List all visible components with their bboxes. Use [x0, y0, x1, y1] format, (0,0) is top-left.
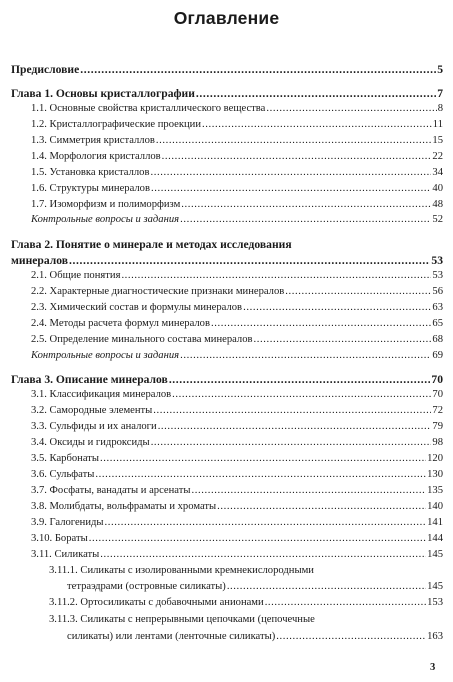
toc-leader-dots [151, 437, 432, 448]
toc-entry-label: 3.3. Сульфиды и их аналоги [31, 421, 157, 432]
toc-entry-label: 3.11.2. Ортосиликаты с добавочными анионами [49, 597, 264, 608]
toc-entry-label: Глава 1. Основы кристаллографии [11, 87, 195, 100]
toc-entry-label: силикаты) или лентами (ленточные силикаты) [67, 631, 276, 642]
toc-entry-3-2[interactable] [0, 405, 453, 421]
toc-entry-label: 2.5. Определение минального состава минералов [31, 334, 253, 345]
toc-leader-dots [211, 318, 431, 329]
toc-leader-dots [158, 421, 432, 432]
toc-entry-label: 3.10. Бораты [31, 533, 88, 544]
toc-entry-3-6[interactable] [0, 469, 453, 485]
toc-page-number: 135 [427, 485, 443, 496]
toc-leader-dots [202, 119, 432, 130]
toc-page-number: 34 [432, 167, 443, 178]
page-title: Оглавление [173, 8, 280, 28]
toc-entry-label: 1.3. Симметрия кристаллов [31, 135, 155, 146]
toc-page-number: 40 [432, 183, 443, 194]
toc-page-number: 98 [432, 437, 443, 448]
toc-leader-dots [80, 63, 436, 76]
toc-page-number: 52 [432, 214, 443, 225]
toc-page-number: 8 [437, 103, 443, 114]
toc-page-number: 120 [427, 453, 443, 464]
toc-entry-questions-2[interactable] [0, 350, 453, 366]
toc-leader-dots [151, 183, 431, 194]
toc-entry-3-5[interactable] [0, 453, 453, 469]
toc-leader-dots [95, 469, 426, 480]
toc-entry-3-11[interactable] [0, 549, 453, 565]
toc-leader-dots [100, 549, 426, 560]
toc-page-number: 63 [432, 302, 443, 313]
toc-entry-3-11-1-line1[interactable]: 3.11.1. Силикаты с изолированными кремнекислородными [49, 565, 314, 576]
toc-leader-dots [169, 373, 431, 386]
toc-entry-label: 3.7. Фосфаты, ванадаты и арсенаты [31, 485, 191, 496]
toc-entry-label: 3.8. Молибдаты, вольфраматы и хроматы [31, 501, 217, 512]
toc-entry-1-3[interactable] [0, 135, 453, 151]
toc-entry-label: 3.11. Силикаты [31, 549, 100, 560]
toc-page-number: 145 [427, 549, 443, 560]
toc-entry-3-1[interactable] [0, 389, 453, 405]
toc-entry-3-11-3-line1[interactable]: 3.11.3. Силикаты с непрерывными цепочками (цепочечные [49, 614, 315, 625]
toc-leader-dots [285, 286, 431, 297]
toc-entry-3-4[interactable] [0, 437, 453, 453]
toc-leader-dots [181, 199, 431, 210]
toc-leader-dots [153, 405, 431, 416]
toc-page-number: 141 [427, 517, 443, 528]
toc-entry-1-6[interactable] [0, 183, 453, 199]
toc-page-number: 153 [427, 597, 443, 608]
toc-page-number: 144 [427, 533, 443, 544]
toc-page-number: 65 [432, 318, 443, 329]
toc-page-number: 15 [432, 135, 443, 146]
toc-entry-label: 3.9. Галогениды [31, 517, 104, 528]
toc-leader-dots [217, 501, 426, 512]
toc-entry-label: Контрольные вопросы и задания [31, 350, 180, 361]
toc-entry-3-11-3[interactable] [0, 631, 453, 647]
toc-entry-label: 2.4. Методы расчета формул минералов [31, 318, 210, 329]
toc-entry-1-7[interactable] [0, 199, 453, 215]
toc-entry-label: Глава 3. Описание минералов [11, 373, 168, 386]
toc-entry-preface[interactable] [0, 63, 453, 79]
toc-leader-dots [69, 254, 430, 267]
toc-entry-chapter-2[interactable] [0, 254, 453, 270]
toc-entry-3-10[interactable] [0, 533, 453, 549]
toc-page-number: 22 [432, 151, 443, 162]
toc-leader-dots [191, 485, 426, 496]
toc-leader-dots [156, 135, 432, 146]
toc-entry-label: 1.2. Кристаллографические проекции [31, 119, 201, 130]
toc-entry-2-5[interactable] [0, 334, 453, 350]
toc-leader-dots [243, 302, 431, 313]
toc-leader-dots [121, 270, 431, 281]
toc-entry-label: 1.1. Основные свойства кристаллического вещества [31, 103, 266, 114]
toc-entry-3-3[interactable] [0, 421, 453, 437]
toc-entry-label: 1.7. Изоморфизм и полиморфизм [31, 199, 181, 210]
toc-entry-3-7[interactable] [0, 485, 453, 501]
toc-entry-chapter-1[interactable] [0, 87, 453, 103]
toc-leader-dots [180, 350, 431, 361]
toc-entry-label: 1.4. Морфология кристаллов [31, 151, 161, 162]
toc-leader-dots [180, 214, 431, 225]
toc-leader-dots [100, 453, 426, 464]
toc-entry-2-1[interactable] [0, 270, 453, 286]
toc-leader-dots [276, 631, 426, 642]
toc-entry-2-4[interactable] [0, 318, 453, 334]
toc-entry-chapter-3[interactable] [0, 373, 453, 389]
toc-leader-dots [254, 334, 432, 345]
toc-entry-label: 3.6. Сульфаты [31, 469, 95, 480]
toc-page-number: 140 [427, 501, 443, 512]
toc-entry-label: минералов [11, 254, 69, 267]
toc-entry-label: 3.4. Оксиды и гидроксиды [31, 437, 150, 448]
toc-entry-label: 3.2. Самородные элементы [31, 405, 153, 416]
toc-entry-label: 2.3. Химический состав и формулы минералов [31, 302, 243, 313]
toc-leader-dots [266, 103, 436, 114]
toc-entry-3-9[interactable] [0, 517, 453, 533]
page-number: 3 [430, 662, 436, 673]
toc-entry-label: Контрольные вопросы и задания [31, 214, 180, 225]
toc-entry-1-5[interactable] [0, 167, 453, 183]
toc-page-number: 69 [432, 350, 443, 361]
toc-page-number: 70 [432, 389, 443, 400]
toc-entry-questions-1[interactable] [0, 214, 453, 230]
toc-page-number: 56 [432, 286, 443, 297]
toc-page-number: 163 [427, 631, 443, 642]
toc-leader-dots [162, 151, 432, 162]
toc-page-number: 68 [432, 334, 443, 345]
toc-page-number: 5 [437, 63, 443, 76]
toc-entry-label: 1.5. Установка кристаллов [31, 167, 150, 178]
toc-entry-3-11-2[interactable] [0, 597, 453, 613]
toc-leader-dots [89, 533, 426, 544]
toc-page-number: 70 [431, 373, 443, 386]
toc-entry-label: 2.1. Общие понятия [31, 270, 121, 281]
toc-page-number: 11 [432, 119, 443, 130]
toc-entry-label: 2.2. Характерные диагностические признаки минералов [31, 286, 285, 297]
toc-page-number: 53 [431, 254, 443, 267]
toc-entry-label: 1.6. Структуры минералов [31, 183, 150, 194]
toc-leader-dots [105, 517, 427, 528]
toc-entry-label: Предисловие [11, 63, 80, 76]
toc-leader-dots [172, 389, 431, 400]
toc-entry-1-1[interactable] [0, 103, 453, 119]
toc-leader-dots [196, 87, 436, 100]
toc-entry-label: 3.1. Классификация минералов [31, 389, 172, 400]
toc-leader-dots [150, 167, 431, 178]
toc-entry-2-3[interactable] [0, 302, 453, 318]
toc-leader-dots [265, 597, 426, 608]
toc-entry-1-2[interactable] [0, 119, 453, 135]
toc-page-number: 53 [432, 270, 443, 281]
toc-page-number: 7 [437, 87, 443, 100]
toc-page-number: 130 [427, 469, 443, 480]
toc-entry-2-2[interactable] [0, 286, 453, 302]
toc-entry-label: 3.5. Карбонаты [31, 453, 99, 464]
toc-entry-1-4[interactable] [0, 151, 453, 167]
toc-entry-3-8[interactable] [0, 501, 453, 517]
toc-entry-3-11-1[interactable] [0, 581, 453, 597]
toc-page-number: 72 [432, 405, 443, 416]
toc-page-number: 79 [432, 421, 443, 432]
toc-leader-dots [227, 581, 426, 592]
toc-entry-chapter-2-line1[interactable]: Глава 2. Понятие о минерале и методах исследования [11, 238, 292, 251]
toc-page-number: 48 [432, 199, 443, 210]
toc-entry-label: тетраэдрами (островные силикаты) [67, 581, 226, 592]
toc-page-number: 145 [427, 581, 443, 592]
